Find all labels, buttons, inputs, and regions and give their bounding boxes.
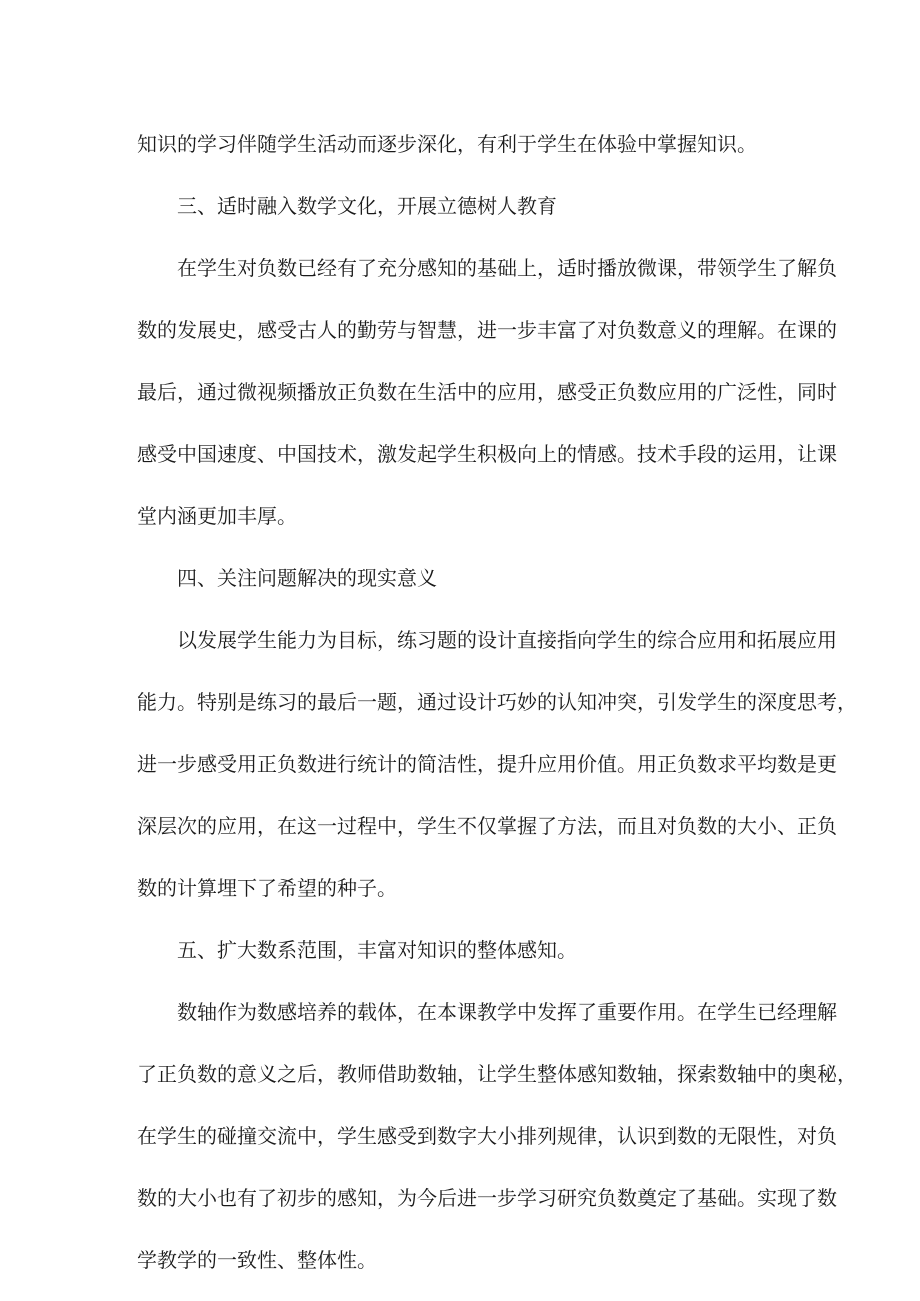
paragraph-line: 数的大小也有了初步的感知，为今后进一步学习研究负数奠定了基础。实现了数 — [137, 1186, 837, 1210]
section-4-heading: 四、关注问题解决的现实意义 — [177, 566, 437, 590]
paragraph-line: 数轴作为数感培养的载体，在本课教学中发挥了重要作用。在学生已经理解 — [177, 1000, 837, 1024]
paragraph-line: 了正负数的意义之后，教师借助数轴，让学生整体感知数轴，探索数轴中的奥秘， — [137, 1062, 857, 1086]
paragraph-line: 在学生对负数已经有了充分感知的基础上，适时播放微课，带领学生了解负 — [177, 256, 837, 280]
section-4-paragraph — [137, 620, 857, 908]
section-3-paragraph — [137, 248, 837, 536]
document-body — [137, 124, 857, 1280]
paragraph-line: 在学生的碰撞交流中，学生感受到数字大小排列规律，认识到数的无限性，对负 — [137, 1124, 837, 1148]
paragraph-line: 感受中国速度、中国技术，激发起学生积极向上的情感。技术手段的运用，让课 — [137, 442, 837, 466]
paragraph-line: 最后，通过微视频播放正负数在生活中的应用，感受正负数应用的广泛性，同时 — [137, 380, 837, 404]
paragraph-line: 数的发展史，感受古人的勤劳与智慧，进一步丰富了对负数意义的理解。在课的 — [137, 318, 837, 342]
paragraph-line: 堂内涵更加丰厚。 — [137, 504, 297, 528]
section-5-paragraph — [137, 992, 857, 1280]
paragraph-line: 进一步感受用正负数进行统计的简洁性，提升应用价值。用正负数求平均数是更 — [137, 752, 837, 776]
paragraph-line: 深层次的应用，在这一过程中，学生不仅掌握了方法，而且对负数的大小、正负 — [137, 814, 837, 838]
paragraph-line: 能力。特别是练习的最后一题，通过设计巧妙的认知冲突，引发学生的深度思考， — [137, 690, 857, 714]
section-3-heading: 三、适时融入数学文化，开展立德树人教育 — [177, 194, 557, 218]
paragraph-line: 以发展学生能力为目标，练习题的设计直接指向学生的综合应用和拓展应用 — [177, 628, 837, 652]
paragraph-line: 学教学的一致性、整体性。 — [137, 1248, 377, 1272]
intro-line: 知识的学习伴随学生活动而逐步深化，有利于学生在体验中掌握知识。 — [137, 132, 757, 156]
section-5-heading: 五、扩大数系范围，丰富对知识的整体感知。 — [177, 938, 577, 962]
paragraph-line: 数的计算埋下了希望的种子。 — [137, 876, 397, 900]
